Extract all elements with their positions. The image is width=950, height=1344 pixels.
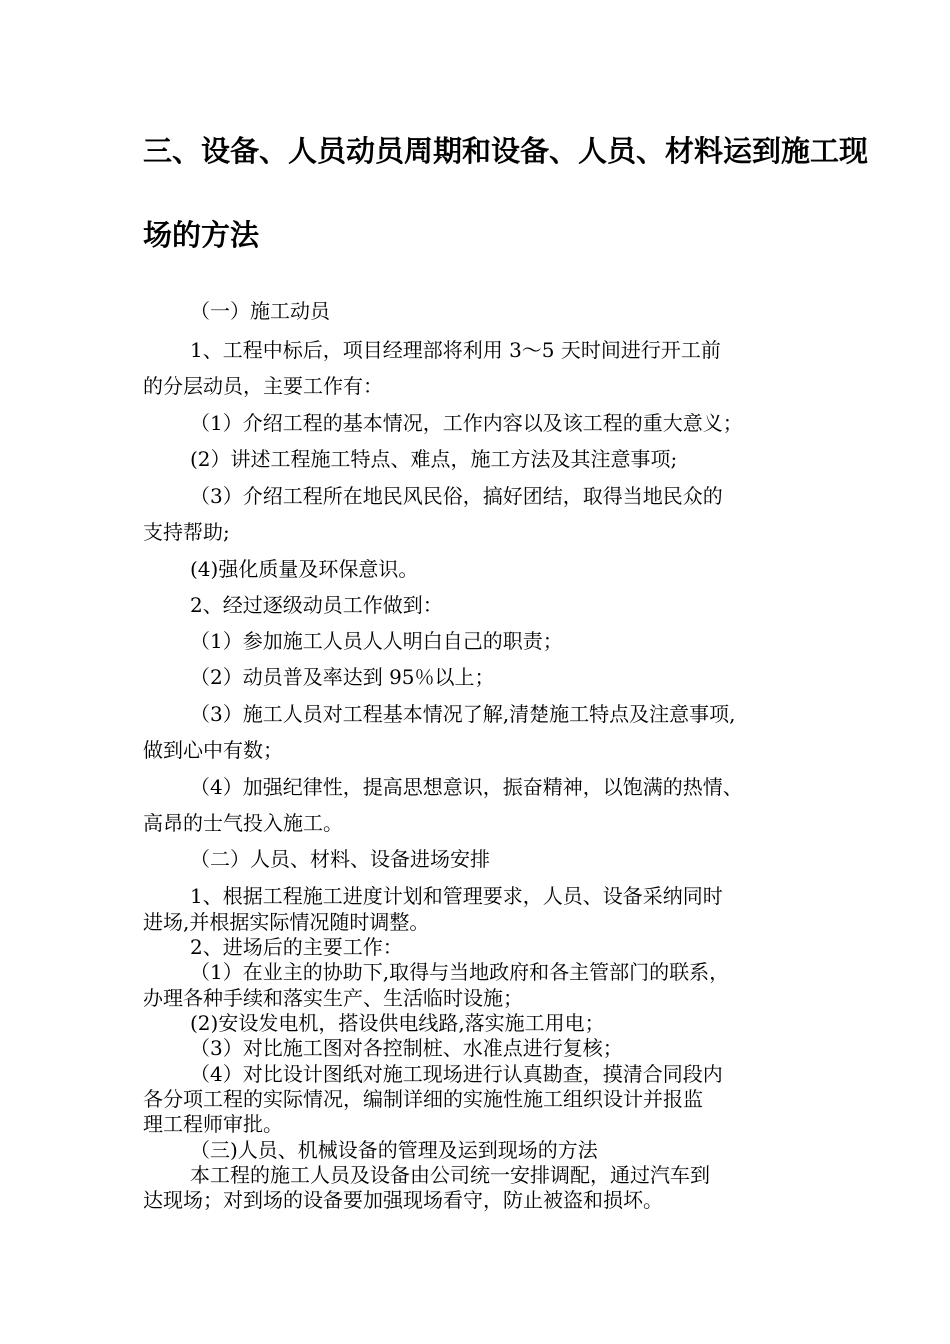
list-item-line: （2）动员普及率达到 95％以上； bbox=[190, 665, 495, 689]
list-item-line: 高昂的士气投入施工。 bbox=[143, 811, 343, 835]
list-item-line: （1）参加施工人员人人明白自己的职责； bbox=[190, 629, 563, 653]
section-heading-line-1: 三、设备、人员动员周期和设备、人员、材料运到施工现 bbox=[143, 134, 869, 168]
paragraph-line: 本工程的施工人员及设备由公司统一安排调配，通过汽车到 bbox=[190, 1163, 710, 1187]
list-item-line: (4)强化质量及环保意识。 bbox=[190, 557, 419, 581]
paragraph-line: 2、经过逐级动员工作做到： bbox=[190, 593, 443, 617]
list-item-line: (2）讲述工程施工特点、难点，施工方法及其注意事项; bbox=[190, 447, 678, 471]
list-item-line: （1）在业主的协助下,取得与当地政府和各主管部门的联系， bbox=[190, 960, 730, 984]
paragraph-line: 1、根据工程施工进度计划和管理要求，人员、设备采纳同时 bbox=[190, 884, 723, 908]
subsection-title-mobilization: （一）施工动员 bbox=[190, 299, 330, 323]
subsection-title-management: （三)人员、机械设备的管理及运到现场的方法 bbox=[190, 1138, 598, 1162]
list-item-line: 理工程师审批。 bbox=[143, 1112, 283, 1136]
paragraph-line: 的分层动员，主要工作有： bbox=[143, 374, 383, 398]
list-item-line: 做到心中有数； bbox=[143, 738, 283, 762]
paragraph-line: 达现场；对到场的设备要加强现场看守，防止被盗和损坏。 bbox=[143, 1188, 663, 1212]
list-item-line: （4）对比设计图纸对施工现场进行认真勘查，摸清合同段内 bbox=[190, 1062, 723, 1086]
section-heading-line-2: 场的方法 bbox=[143, 218, 260, 252]
list-item-line: （3）施工人员对工程基本情况了解,清楚施工特点及注意事项, bbox=[190, 702, 736, 726]
subsection-title-entry: （二）人员、材料、设备进场安排 bbox=[190, 847, 490, 871]
list-item-line: 支持帮助; bbox=[143, 520, 230, 544]
list-item-line: 办理各种手续和落实生产、生活临时设施； bbox=[143, 986, 523, 1010]
paragraph-line: 1、工程中标后，项目经理部将利用 3～5 天时间进行开工前 bbox=[190, 338, 721, 362]
list-item-line: 各分项工程的实际情况，编制详细的实施性施工组织设计并报监 bbox=[143, 1087, 703, 1111]
paragraph-line: 2、进场后的主要工作： bbox=[190, 935, 403, 959]
list-item-line: （1）介绍工程的基本情况，工作内容以及该工程的重大意义； bbox=[190, 411, 743, 435]
list-item-line: (2)安设发电机，搭设供电线路,落实施工用电； bbox=[190, 1011, 605, 1035]
list-item-line: （4）加强纪律性，提高思想意识，振奋精神，以饱满的热情、 bbox=[190, 775, 743, 799]
list-item-line: （3）对比施工图对各控制桩、水准点进行复核； bbox=[190, 1036, 623, 1060]
list-item-line: （3）介绍工程所在地民风民俗，搞好团结，取得当地民众的 bbox=[190, 484, 723, 508]
paragraph-line: 进场,并根据实际情况随时调整。 bbox=[143, 910, 430, 934]
